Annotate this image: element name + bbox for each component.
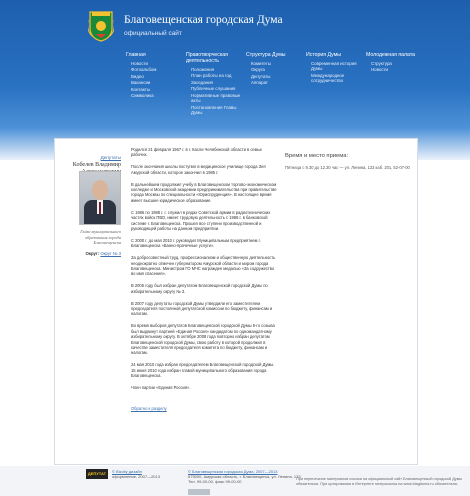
- nav-item[interactable]: Заседания: [191, 79, 213, 85]
- bio-paragraph: Член партии «Единая Россия».: [131, 385, 191, 390]
- nav-heading[interactable]: История Думы: [306, 52, 342, 58]
- site-subtitle: официальный сайт: [124, 30, 182, 37]
- nav-item[interactable]: Комитеты: [251, 61, 271, 66]
- org-phones: Тел. 99-00-00, факс 99-00-00: [188, 479, 242, 484]
- category-link[interactable]: Депутаты: [100, 155, 121, 160]
- nav-column-history: [306, 52, 362, 85]
- bio-paragraph: С 2000 г. до мая 2010 г. руководил Муниципальным предприятием г. Благовещенска «Банно-прачечные услуги».: [131, 237, 261, 249]
- reception-detail: Пятница с 9.30 до 12.30 час — ул. Ленина, 133 каб. 201, 52-07-00: [285, 165, 410, 170]
- nav-item[interactable]: Видео: [131, 73, 144, 79]
- photo-face: [92, 180, 108, 200]
- bio-paragraph: Во время выборов депутатов Благовещенской городской Думы 5-го созыва был выдвинут партией «Единая Россия» кандидатом по одномандатному избирательному округу. В октябре 2008 года повторно избран депутатом Благовещенской городской Думы, свою работу в которой продолжил в качестве заместителя председателя комитета по бюджету, финансам и налогам.: [131, 323, 275, 356]
- nav-item[interactable]: Международное сотрудничество: [311, 72, 345, 84]
- nav-item[interactable]: Контакты: [131, 86, 150, 92]
- deputy-district: [63, 251, 121, 256]
- design-text: оформление, 2007—2013: [112, 474, 160, 479]
- design-link[interactable]: © Bizcity дизайн: [112, 469, 142, 474]
- footer-logo[interactable]: ДЕПУТАТ: [86, 469, 108, 479]
- city-crest-icon[interactable]: [88, 10, 114, 42]
- bio-paragraph: В 2005 году был избран депутатом Благовещенской городской Думы по избирательному округу № 3.: [131, 283, 268, 294]
- bio-paragraph: С 1986 по 1988 г. г. служил в рядах Советской армии в радиотехнических частях войск ПВО, имеет трудовую деятельность с 1988 г. в банковской системе г. Благовещенска. Прошел все ступени производственной и руководящей работы на данном предприятии.: [131, 209, 271, 231]
- nav-column-structure: [246, 52, 302, 87]
- district-label: Округ:: [85, 251, 100, 256]
- main-content-box: [54, 138, 418, 465]
- footer-copyright-note: При перепечатке материалов ссылка на официальный сайт Благовещенской городской Думы обязательна. При цитировании в Интернете гиперссылка на www.blagduma.ru обязательна.: [296, 477, 463, 486]
- deputy-role: Глава муниципального образования города Благовещенска: [80, 229, 121, 246]
- reception-info: [285, 153, 411, 170]
- nav-item[interactable]: Округа: [251, 67, 265, 73]
- back-to-section-link[interactable]: Обратно к разделу: [131, 405, 167, 411]
- nav-item[interactable]: Современная история Думы: [311, 61, 357, 72]
- nav-item[interactable]: Вакансии: [131, 80, 151, 86]
- deputy-photo: [79, 171, 121, 225]
- bio-paragraph: Родился 21 февраля 1967 г. в г. Касли Челябинской области в семье рабочих.: [131, 147, 262, 158]
- site-header: [0, 0, 470, 160]
- reception-title: Время и место приема:: [285, 153, 349, 159]
- nav-item[interactable]: Депутаты: [251, 73, 271, 79]
- district-link[interactable]: Округ № 3: [100, 251, 121, 256]
- bio-paragraph: За добросовестный труд, профессионализм и общественную деятельность неоднократно отмечен губернатором Амурской области и мэром города Благовещенска. Министром ГО МЧС награжден медалью «За содружество во имя спасения».: [131, 255, 276, 277]
- nav-item[interactable]: Нормативные правовые акты: [191, 92, 241, 104]
- nav-heading[interactable]: Главная: [126, 52, 146, 58]
- footer-org-info: [188, 469, 301, 484]
- bio-paragraph: В дальнейшем продолжил учебу в Благовещенском торгово-экономическом колледже и Московской академии предпринимательства при правительстве города Москвы по специальности «Юриспруденция». В настоящее время имеет высшее юридическое образование.: [131, 181, 277, 203]
- visit-counter[interactable]: [188, 489, 210, 495]
- footer-design-credit: [112, 469, 160, 479]
- nav-item[interactable]: Структура: [371, 61, 392, 66]
- bio-paragraph: В 2007 году депутаты городской Думы утвердили его заместителем председателя постоянной депутатской комиссии по бюджету, финансам и налогам.: [131, 300, 273, 317]
- nav-item[interactable]: Символика: [131, 93, 154, 99]
- deputy-name: Кобелев Владимир: [72, 162, 121, 168]
- nav-item[interactable]: Положения: [191, 67, 215, 72]
- photo-tie: [99, 202, 101, 214]
- bio-paragraph: После окончания школы поступил в медицинское училище города Зея Амурской области, которое закончил в 1985 г.: [131, 164, 266, 175]
- nav-column-lawmaking: [186, 52, 242, 117]
- bio-paragraph: 24 мая 2010 года избран председателем Благовещенской городской Думы. 15 июня 2010 года избран главой муниципального образования города Благовещенска.: [131, 362, 275, 379]
- org-link[interactable]: © Благовещенская городская Дума, 2007—2013: [188, 469, 278, 474]
- nav-column-youth: [366, 52, 416, 74]
- site-title[interactable]: Благовещенская городская Дума: [124, 14, 283, 26]
- org-address: 675000, Амурская область, г. Благовещенск, ул. Ленина, 133: [188, 474, 301, 479]
- nav-item[interactable]: Новости: [371, 67, 388, 73]
- nav-heading[interactable]: Структура Думы: [246, 52, 286, 58]
- nav-heading[interactable]: Молодежная палата: [366, 52, 416, 58]
- site-footer: [0, 466, 470, 496]
- nav-item[interactable]: Постановления Главы Думы: [191, 104, 237, 116]
- nav-heading[interactable]: Правотворческая деятельность: [186, 52, 228, 64]
- nav-item[interactable]: Публичные слушания: [191, 86, 236, 92]
- nav-item[interactable]: Новости: [131, 61, 148, 66]
- nav-item[interactable]: Фотоальбом: [131, 67, 157, 73]
- biography: [131, 147, 279, 415]
- nav-item[interactable]: Аппарат: [251, 80, 268, 86]
- nav-item[interactable]: План работы на год: [191, 73, 232, 79]
